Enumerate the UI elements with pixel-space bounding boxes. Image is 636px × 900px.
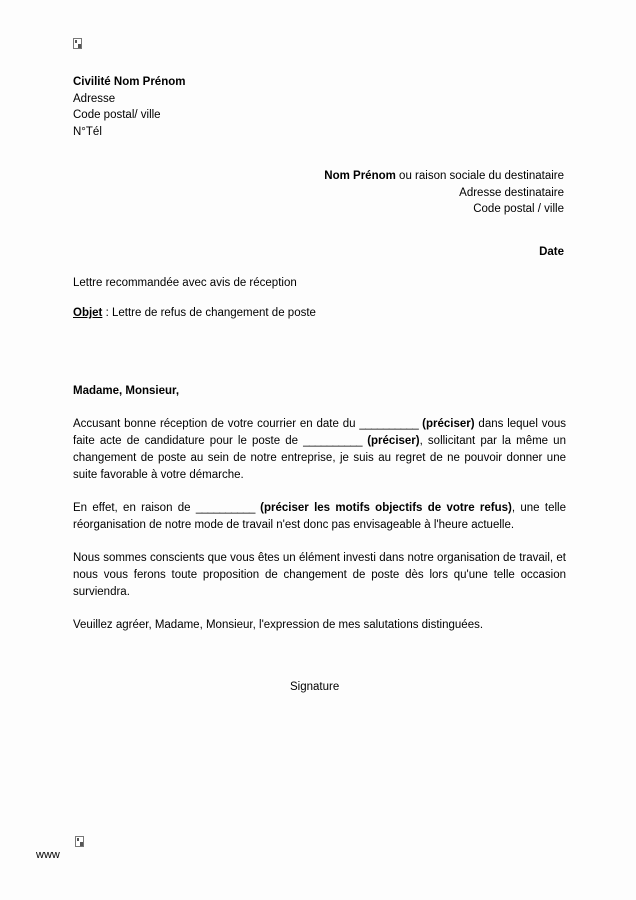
registered-mail-notice: Lettre recommandée avec avis de réception: [73, 277, 297, 289]
sender-phone: N°Tél: [73, 125, 102, 138]
paragraph-1: [73, 416, 566, 484]
text-run: Veuillez agréer, Madame, Monsieur, l'expression de mes salutations distinguées.: [73, 619, 484, 631]
recipient-name-rest: ou raison sociale du destinataire: [395, 170, 564, 182]
subject-separator: :: [102, 307, 112, 319]
recipient-street: Adresse destinataire: [459, 186, 564, 199]
emphasis-text: (préciser les motifs objectifs de votre refus): [260, 502, 512, 514]
text-run: Nous sommes conscients que vous êtes un élément investi dans notre organisation de travail, et nous vous ferons toute proposition de changement de poste dès lors qu'une telle occasion surviendra.: [73, 552, 566, 598]
paragraph-4: [73, 617, 566, 634]
emphasis-text: (préciser): [422, 418, 475, 430]
subject-line: [73, 307, 316, 319]
blank-fill-field: __________: [303, 435, 363, 447]
signature-label: Signature: [290, 681, 340, 693]
subject-value: Lettre de refus de changement de poste: [111, 307, 316, 319]
subject-label: Objet: [73, 307, 103, 319]
broken-image-placeholder-icon: [75, 836, 84, 847]
emphasis-text: (préciser): [367, 435, 420, 447]
text-run: , sollicitant par la même un changement de poste au sein de notre entreprise, je suis au regret de ne pouvoir donner une suite favorable à votre démarche.: [73, 435, 566, 481]
letter-body: [73, 416, 566, 634]
sender-postal-city: Code postal/ ville: [73, 109, 161, 121]
text-run: Accusant bonne réception de votre courrier en date du: [73, 418, 360, 430]
recipient-postal-city: Code postal / ville: [473, 203, 564, 215]
salutation: Madame, Monsieur,: [73, 385, 180, 397]
date-line: Date: [539, 246, 564, 258]
blank-fill-field: __________: [359, 418, 419, 430]
broken-image-placeholder-icon: [73, 38, 82, 49]
sender-street: Adresse: [73, 92, 116, 105]
page-footer: [0, 833, 636, 873]
text-run: En effet, en raison de: [73, 502, 196, 514]
footer-www-text: www: [36, 849, 60, 861]
paragraph-3: [73, 550, 566, 601]
sender-address-block: [73, 74, 185, 140]
recipient-name-line: [324, 168, 564, 185]
paragraph-2: [73, 500, 566, 534]
sender-name: Civilité Nom Prénom: [73, 76, 186, 88]
text-run: , une telle réorganisation de notre mode de travail n'est donc pas envisageable à l'heure actuelle.: [73, 502, 566, 531]
recipient-address-block: [324, 168, 564, 218]
blank-fill-field: __________: [195, 502, 255, 514]
text-run: dans lequel vous faite acte de candidature pour le poste de: [73, 418, 567, 447]
recipient-name-bold: Nom Prénom: [324, 170, 396, 182]
